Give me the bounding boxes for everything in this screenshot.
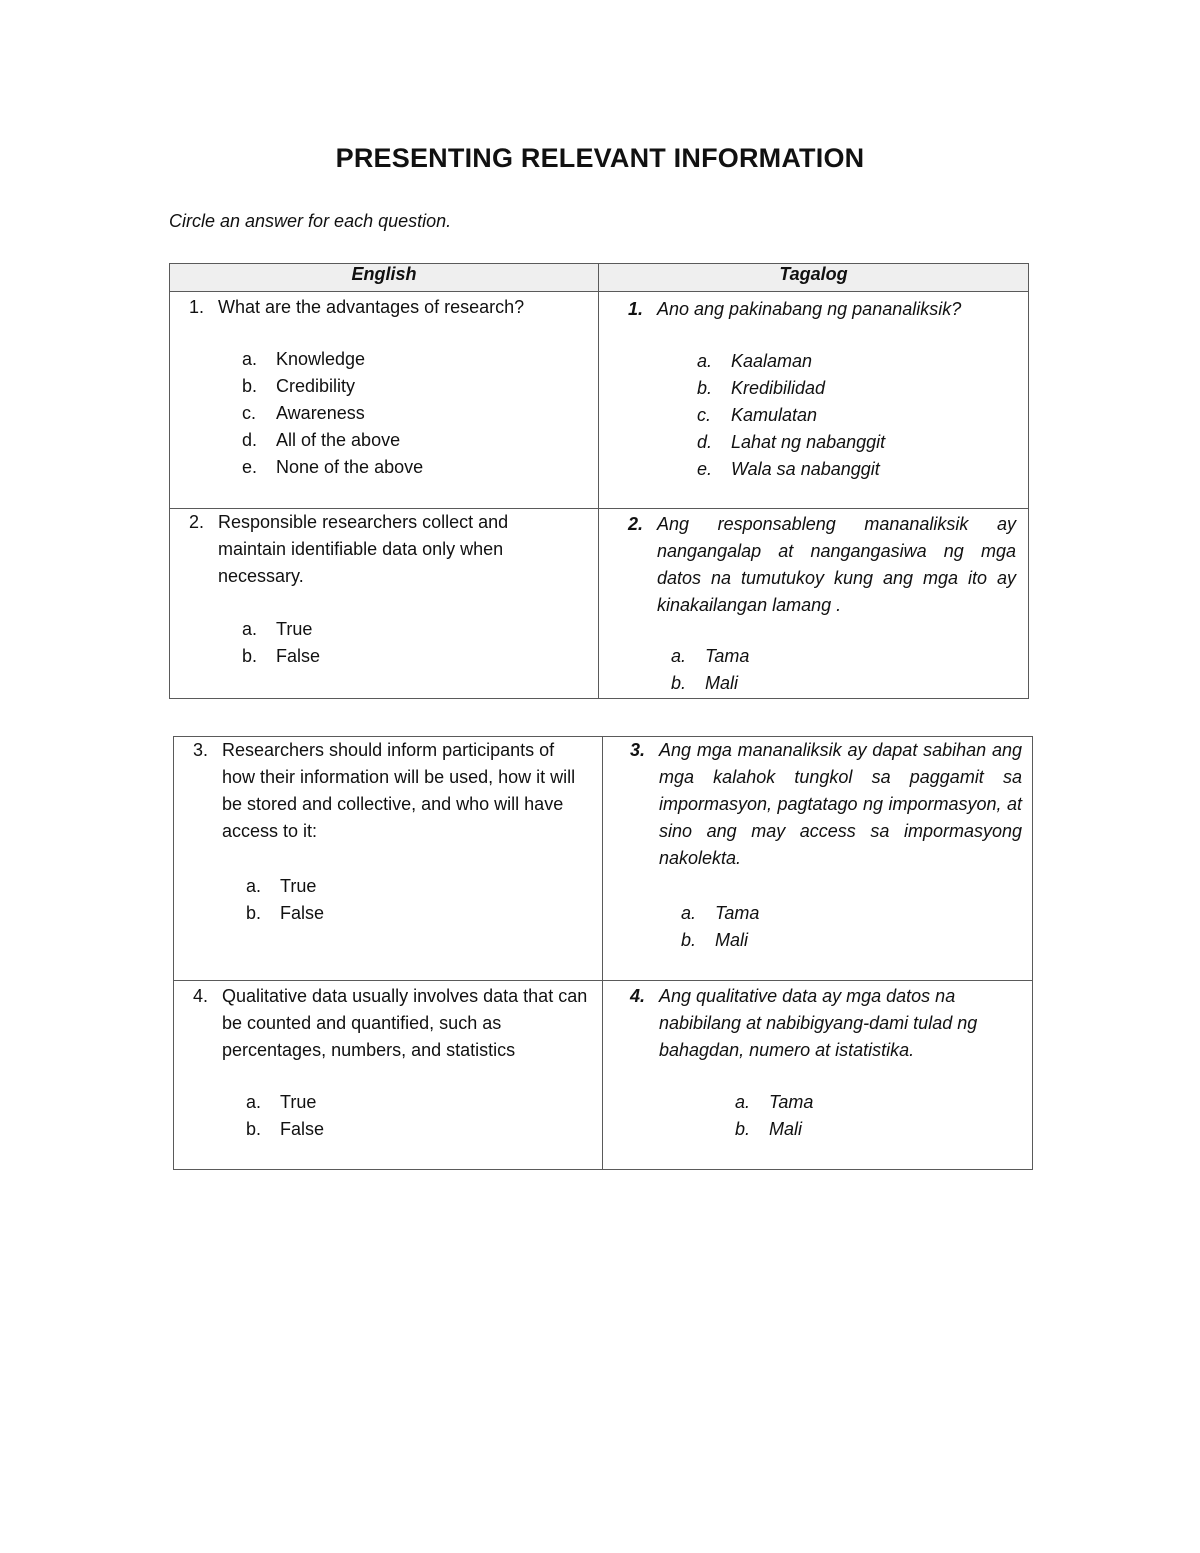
header-english: English — [170, 264, 599, 292]
option-item[interactable]: b. Mali — [671, 673, 739, 693]
page-title: PRESENTING RELEVANT INFORMATION — [335, 143, 865, 173]
question-2-en — [170, 509, 598, 670]
question-4-en — [174, 981, 602, 1143]
option-item[interactable]: a. Tama — [671, 646, 750, 666]
question-text: What are the advantages of research? — [218, 297, 525, 317]
question-number: 4. — [192, 986, 208, 1006]
question-text: Ano ang pakinabang ng pananaliksik? — [657, 299, 962, 319]
option-item[interactable]: e. Wala sa nabanggit — [697, 459, 880, 479]
question-number: 3. — [192, 740, 208, 760]
option-item[interactable]: a. True — [242, 619, 313, 639]
question-text: Ang qualitative data ay mga datos na nabibilang at nabibigyang-dami tulad ng bahagdan, numero at istatistika. — [659, 986, 978, 1060]
option-item[interactable]: b. Mali — [735, 1119, 803, 1139]
option-item[interactable]: a. Kaalaman — [697, 351, 813, 371]
question-4-tl — [603, 981, 1032, 1143]
instruction-text: Circle an answer for each question. — [169, 211, 452, 231]
question-number: 3. — [629, 740, 645, 760]
option-item[interactable]: a. Tama — [681, 903, 760, 923]
option-item[interactable]: b. False — [242, 646, 321, 666]
option-item[interactable]: b. Credibility — [242, 376, 356, 396]
table-row — [174, 737, 1033, 981]
question-text: Qualitative data usually involves data that can be counted and quantified, such as percentages, numbers, and statistics — [222, 986, 588, 1060]
question-1-tl — [599, 292, 1028, 483]
question-number: 1. — [188, 297, 204, 317]
question-1-en — [170, 292, 598, 481]
question-number: 2. — [188, 512, 204, 532]
option-item[interactable]: a. True — [246, 1092, 317, 1112]
question-text: Ang mga mananaliksik ay dapat sabihan ang mga kalahok tungkol sa paggamit sa impormasyon, pagtatago ng impormasyon, at sino ang may access sa impormasyong nakolekta. — [659, 740, 1022, 868]
question-text: Ang responsableng mananaliksik ay nangangalap at nangangasiwa ng mga datos na tumutukoy kung ang mga ito ay kinakailangan lamang . — [657, 514, 1016, 615]
question-table-2 — [173, 736, 1033, 1170]
table-row — [170, 509, 1029, 699]
option-item[interactable]: c. Awareness — [242, 403, 365, 423]
option-item[interactable]: b. False — [246, 903, 325, 923]
option-item[interactable]: a. Tama — [735, 1092, 814, 1112]
header-tagalog: Tagalog — [599, 264, 1029, 292]
question-table-1 — [169, 263, 1029, 699]
option-item[interactable]: d. All of the above — [242, 430, 401, 450]
option-item[interactable]: e. None of the above — [242, 457, 424, 477]
option-item[interactable]: c. Kamulatan — [697, 405, 818, 425]
question-number: 4. — [629, 986, 645, 1006]
option-item[interactable]: a. True — [246, 876, 317, 896]
table-header-row — [170, 264, 1029, 292]
option-item[interactable]: b. Mali — [681, 930, 749, 950]
question-text: Responsible researchers collect and maintain identifiable data only when necessary. — [218, 512, 509, 586]
question-3-tl — [603, 737, 1032, 954]
table-row — [170, 292, 1029, 509]
option-item[interactable]: a. Knowledge — [242, 349, 366, 369]
question-2-tl — [599, 509, 1028, 697]
question-number: 1. — [627, 299, 643, 319]
table-row — [174, 981, 1033, 1170]
option-item[interactable]: b. Kredibilidad — [697, 378, 826, 398]
option-item[interactable]: d. Lahat ng nabanggit — [697, 432, 886, 452]
question-text: Researchers should inform participants of how their information will be used, how it will be stored and collective, and who will have access to it: — [222, 740, 576, 841]
option-item[interactable]: b. False — [246, 1119, 325, 1139]
question-number: 2. — [627, 514, 643, 534]
question-3-en — [174, 737, 602, 927]
